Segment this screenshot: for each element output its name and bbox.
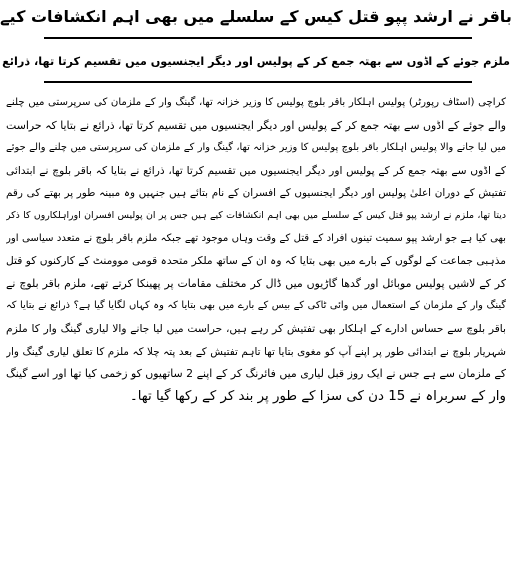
body-line: والے جوئے کے اڈوں سے بھتہ جمع کر کے پولیس اور دیگر ایجنسیوں میں تقسیم کرتا تھا، ذرائع نے بتایا کہ حراست	[6, 118, 506, 132]
headline-underline-primary	[44, 37, 472, 39]
body-line: دیتا تھا، ملزم نے ارشد پپو قتل کیس کے سلسلے میں بھی اہم انکشافات کیے ہیں جس پر ان پولیس افسران اوراہلکاروں کا ذکر	[6, 209, 506, 221]
body-line: گینگ وار کے ملزمان کے استعمال میں وائی ٹاکی کے بیس کے بارے میں بھی بتایا کہ وہ کہاں لگایا گیا ہے؟ ذرائع نے بتایا کہ	[6, 300, 506, 312]
headline-primary: باقر نے ارشد پپو قتل کیس کے سلسلے میں بھی اہم انکشافات کیے	[0, 7, 512, 26]
body-line: تفتیش کے دوران اعلیٰ پولیس اور دیگر ایجنسیوں کے افسران کے نام بتائے ہیں جنہیں وہ مبینہ طور پر بھتے کی رقم	[6, 187, 506, 200]
body-line: شہریار بلوچ نے ابتدائی طور پر اپنے آپ کو مغوی بتایا تھا تاہم تفتیش کے بعد پتہ چلا کہ ملزم کا تعلق لیاری گینگ وار	[6, 345, 506, 358]
body-line-final: وار کے سربراہ نے 15 دن کی سزا کے طور پر بند کر کے رکھا گیا تھا۔	[129, 388, 506, 404]
body-line: باقر بلوچ سے حساس ادارے کے اہلکار بھی تفتیش کر رہے ہیں، حراست میں لیا جانے والا لیاری گینگ وار کا ملزم	[6, 321, 506, 335]
body-line: کے ملزمان سے ہے جس نے ایک روز قبل لیاری میں فائرنگ کر کے اپنے 2 ساتھیوں کو زخمی کیا تھا اور اسے گینگ	[6, 367, 506, 381]
body-line: کر کے لاشیں پولیس موبائل اور گدھا گاڑیوں میں ڈال کر مختلف مقامات پر پھینکا کرتے تھے، ملزم باقر بلوچ نے	[6, 276, 506, 290]
body-line: مذہبی جماعت کے لوگوں کے بارے میں بھی بتایا کہ وہ ان کے ساتھ ملکر متحدہ قومی موومنٹ کے کارکنوں کو قتل	[6, 254, 506, 268]
headline-underline-secondary	[44, 81, 472, 83]
headline-secondary: ملزم جوئے کے اڈوں سے بھتہ جمع کر کے پولیس اور دیگر ایجنسیوں میں تقسیم کرتا تھا، ذرائع	[2, 55, 510, 68]
article-body	[6, 92, 506, 408]
body-line: کراچی (اسٹاف رپورٹر) پولیس اہلکار باقر بلوچ پولیس کا وزیر خزانہ تھا، گینگ وار کے ملزمان کی سرپرستی میں چلنے	[6, 97, 506, 108]
body-line: بھی کیا ہے جو ارشد پپو سمیت تینوں افراد کے قتل کے وقت وہاں موجود تھے جبکہ ملزم باقر بلوچ نے متعدد سیاسی اور	[6, 232, 506, 244]
body-line: کے اڈوں سے بھتہ جمع کر کے پولیس اور دیگر ایجنسیوں میں تقسیم کرتا تھا، ذرائع نے بتایا کہ باقر بلوچ نے ابتدائی	[6, 163, 506, 177]
body-line: میں لیا جانے والا پولیس اہلکار باقر بلوچ پولیس کا وزیر خزانہ تھا، گینگ وار کے ملزمان کی سرپرستی میں چلنے والے جوئے	[6, 142, 506, 154]
